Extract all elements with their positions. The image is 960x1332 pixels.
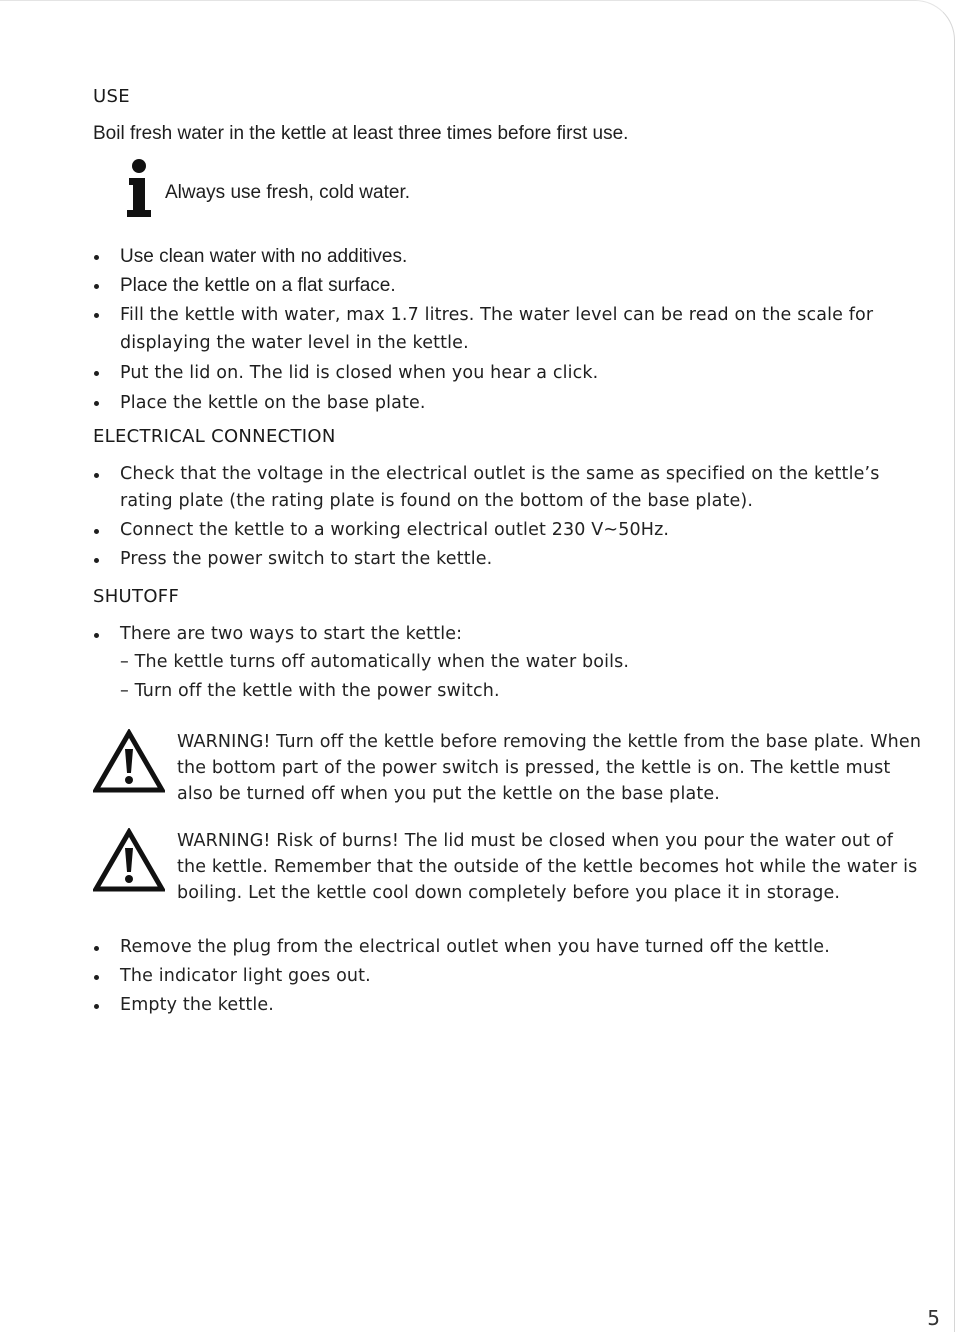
- use-heading: USE: [93, 86, 130, 107]
- list-item: Place the kettle on a flat surface.: [93, 272, 923, 299]
- list-item: There are two ways to start the kettle:: [93, 621, 923, 648]
- bullet-icon: [94, 313, 99, 318]
- use-intro: Boil fresh water in the kettle at least three times before first use.: [93, 123, 629, 144]
- shutoff-dash-list: [120, 648, 629, 706]
- bullet-icon: [94, 558, 99, 563]
- shutoff-heading: SHUTOFF: [93, 586, 180, 607]
- bullet-icon: [94, 529, 99, 534]
- info-icon: [121, 158, 157, 218]
- bullet-icon: [94, 473, 99, 478]
- electrical-bullet-list: [93, 461, 923, 573]
- bullet-icon: [94, 1004, 99, 1009]
- list-item: Put the lid on. The lid is closed when you hear a click.: [93, 359, 923, 387]
- bullet-icon: [94, 946, 99, 951]
- warning-text: WARNING! Turn off the kettle before removing the kettle from the base plate. When the bottom part of the power switch is pressed, the kettle is on. The kettle must also be turned off when you put the kettle on the base plate.: [177, 732, 922, 804]
- bullet-icon: [94, 633, 99, 638]
- bullet-icon: [94, 401, 99, 406]
- list-item: The indicator light goes out.: [93, 963, 923, 990]
- shutoff-bullet-list: [93, 621, 923, 648]
- list-item: Fill the kettle with water, max 1.7 litres. The water level can be read on the scale for displaying the water level in the kettle.: [93, 301, 923, 357]
- electrical-connection-heading: ELECTRICAL CONNECTION: [93, 426, 336, 447]
- list-item: Press the power switch to start the kettle.: [93, 546, 923, 573]
- list-item: – The kettle turns off automatically when the water boils.: [120, 652, 630, 672]
- list-item: – Turn off the kettle with the power switch.: [120, 681, 500, 701]
- list-item: Connect the kettle to a working electrical outlet 230 V~50Hz.: [93, 517, 923, 544]
- list-item: Use clean water with no additives.: [93, 243, 923, 270]
- final-bullet-list: [93, 934, 923, 1019]
- bullet-icon: [94, 255, 99, 260]
- page-number: 5: [927, 1306, 940, 1330]
- warning-triangle-icon: [93, 828, 165, 892]
- bullet-icon: [94, 975, 99, 980]
- warning-text: WARNING! Risk of burns! The lid must be closed when you pour the water out of the kettle. Remember that the outside of the kettle becomes hot while the water is boiling. Let the kettle cool down completely before you place it in storage.: [177, 831, 918, 903]
- list-item: Place the kettle on the base plate.: [93, 389, 923, 417]
- bullet-icon: [94, 284, 99, 289]
- use-bullet-list: [93, 243, 923, 417]
- list-item: Check that the voltage in the electrical outlet is the same as specified on the kettle’s rating plate (the rating plate is found on the bottom of the base plate).: [93, 461, 923, 515]
- bullet-icon: [94, 371, 99, 376]
- list-item: Empty the kettle.: [93, 992, 923, 1019]
- warning-triangle-icon: [93, 729, 165, 793]
- info-text: Always use fresh, cold water.: [165, 182, 410, 203]
- list-item: Remove the plug from the electrical outlet when you have turned off the kettle.: [93, 934, 923, 961]
